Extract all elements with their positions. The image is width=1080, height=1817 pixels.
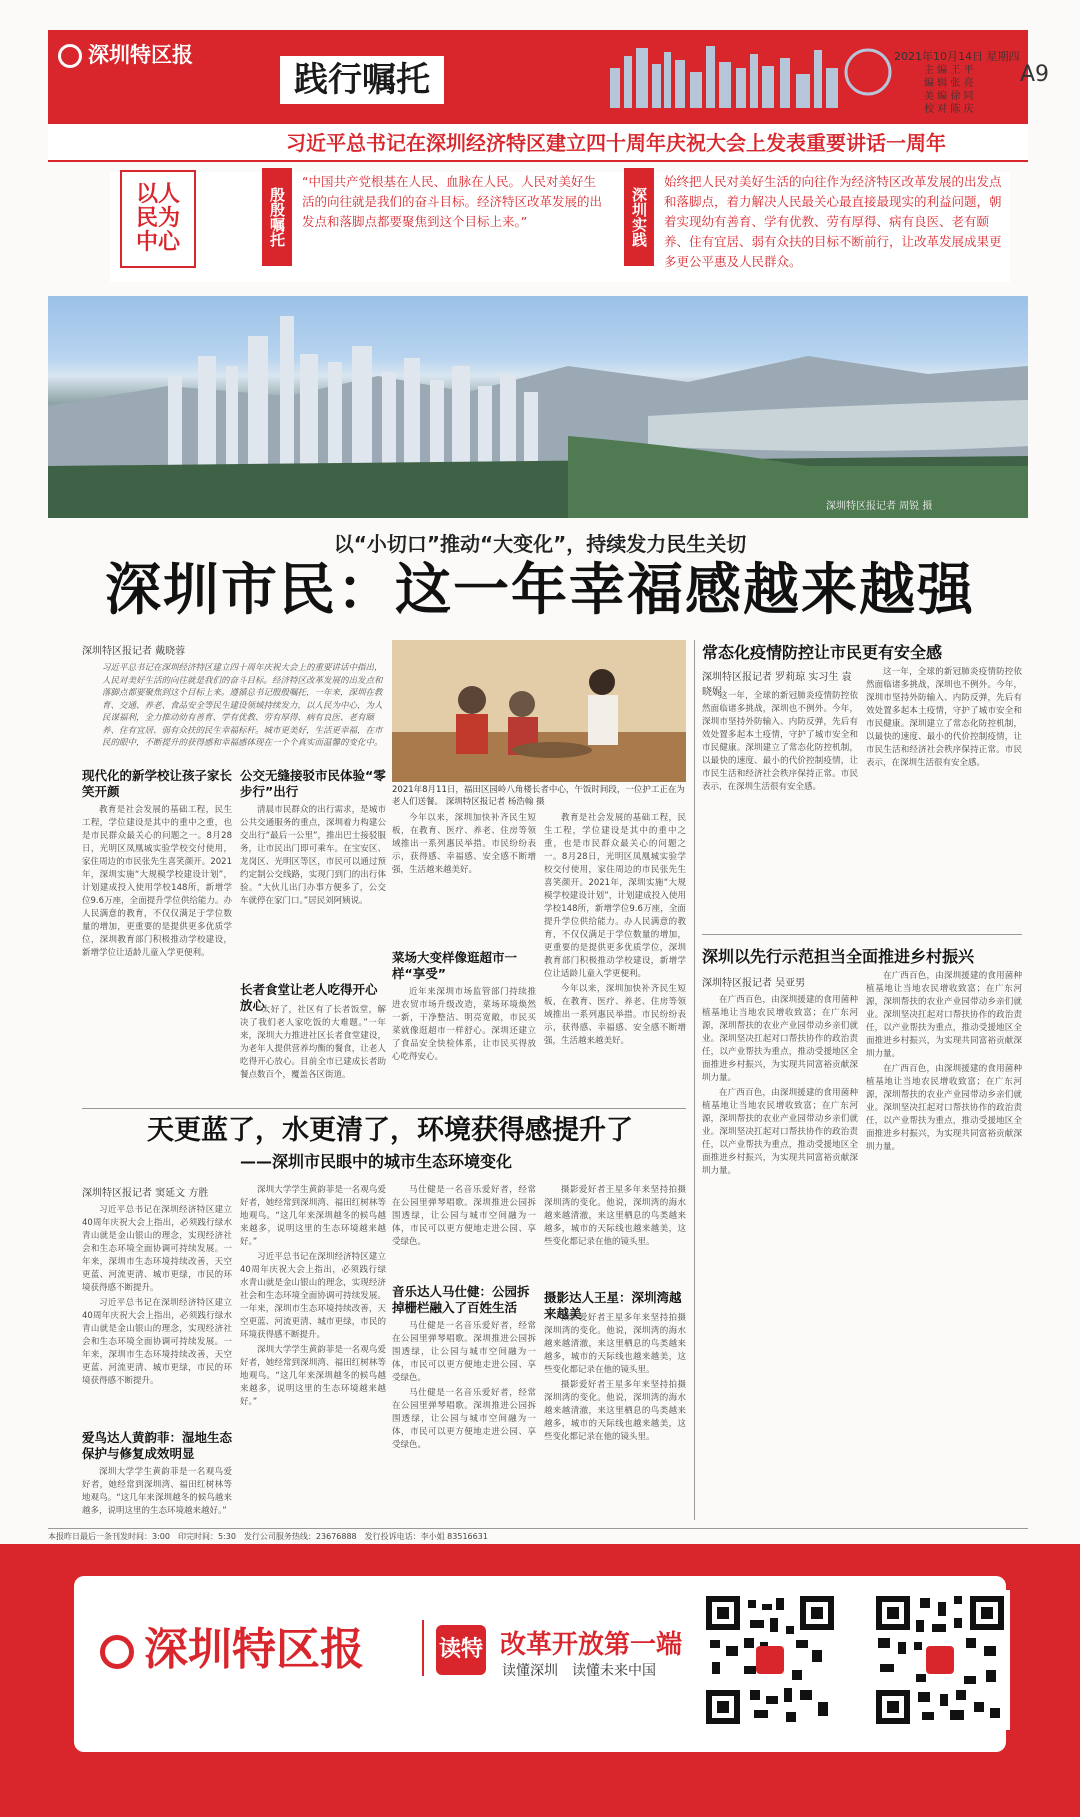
article-photographer [544,1312,686,1520]
article-paragraph: 马仕健是一名音乐爱好者，经常在公园里弹琴唱歌。深圳推进公园拆围透绿，让公园与城市空间融为一体，市民可以更方便地走进公园、享受绿色。 [392,1185,536,1247]
article-paragraph: “太好了，社区有了长者饭堂，解决了我们老人家吃饭的大难题。”一年来，深圳大力推进社区长者食堂建设，为老年人提供营养均衡的餐食，让老人吃得开心放心。目前全市已建成长者助餐点数百个，覆盖各区街道。 [240,1005,386,1080]
qr-code-icon[interactable] [870,1590,1010,1730]
photo-caption: 深圳特区报记者 周锐 摄 [826,501,933,512]
article-paragraph: 深圳大学学生黄韵菲是一名观鸟爱好者，她经常到深圳湾、福田红树林等地观鸟。“这几年来深圳越冬的候鸟越来越多，说明这里的生态环境越来越好。” [240,1345,386,1407]
article-canteen [240,1004,386,1104]
article-paragraph: 摄影爱好者王星多年来坚持拍摄深圳湾的变化。他说，深圳湾的海水越来越清澈，来这里栖息的鸟类越来越多，城市的天际线也越来越美，这些变化都记录在他的镜头里。 [544,1185,686,1247]
qr-code-icon[interactable] [700,1590,840,1730]
section-head-photographer: 摄影达人王星：深圳湾越来越美 [544,1290,682,1321]
canteen-illustration [392,640,686,782]
article-paragraph: 摄影爱好者王星多年来坚持拍摄深圳湾的变化。他说，深圳湾的海水越来越清澈，来这里栖息的鸟类越来越多，城市的天际线也越来越美，这些变化都记录在他的镜头里。 [544,1380,686,1442]
bottom-brand [100,1620,364,1680]
article-photographer-intro [544,1184,686,1284]
article-paragraph: 清晨市民群众的出行需求，是城市公共交通服务的重点，深圳着力构建公交出行“最后一公里”，推出巴士接驳服务，让市民出门即可乘车。在宝安区、龙岗区、光明区等区，市民可以通过预约定制公交线路，实现门到门的出行体验。“大伙儿出门办事方便多了，公交车就停在家门口。”居民刘阿姨说。 [240,805,386,906]
article-paragraph: 教育是社会发展的基础工程，民生工程，学位建设是其中的重中之重，也是市民群众最关心的问题之一。8月28日，光明区凤凰城实验学校交付使用，家住周边的市民张先生喜笑颜开。2021年，深圳实施“大规模学校建设计划”，计划建成投入使用学校148所，新增学位9.6万座，全面提升学位供给能力。办人民满意的教育，不仅仅满足于学位数量的增加，更重要的是提供更多优质学位，深圳教育部门积极推动学校建设，新增学位让适龄儿童入学更便利。 [82,805,232,958]
main-byline: 深圳特区报记者 戴晓蓉 [82,646,186,657]
article-paragraph: 教育是社会发展的基础工程，民生工程，学位建设是其中的重中之重，也是市民群众最关心的问题之一。8月28日，光明区凤凰城实验学校交付使用，家住周边的市民张先生喜笑颜开。2021年，深圳实施“大规模学校建设计划”，计划建成投入使用学校148所，新增学位9.6万座，全面提升学位供给能力。办人民满意的教育，不仅仅满足于学位数量的增加，更重要的是提供更多优质学位，深圳教育部门积极推动学校建设，新增学位让适龄儿童入学更便利。 [544,813,686,979]
people-centered-badge [120,170,196,268]
section-divider [702,934,1022,935]
page-number: A9 [1020,62,1050,87]
editor-line: 校 对 陈 庆 [924,104,974,115]
article-paragraph: 马仕健是一名音乐爱好者，经常在公园里弹琴唱歌。深圳推进公园拆围透绿，让公园与城市空间融为一体，市民可以更方便地走进公园、享受绿色。 [392,1321,536,1383]
brand-separator [422,1620,424,1676]
article-paragraph: 在广西百色，由深圳援建的食用菌种植基地让当地农民增收致富；在广东河源，深圳帮扶的农业产业园带动乡亲们就业。深圳坚决扛起对口帮扶协作的政治责任，以产业帮扶为重点，推动受援地区全面推进乡村振兴，为实现共同富裕贡献深圳力量。 [702,995,858,1083]
article-market [392,986,536,1104]
right-byline-rural: 深圳特区报记者 吴亚男 [702,978,806,989]
read-app-icon: 读特 [436,1625,486,1675]
article-paragraph: 摄影爱好者王星多年来坚持拍摄深圳湾的变化。他说，深圳湾的海水越来越清澈，来这里栖息的鸟类越来越多，城市的天际线也越来越美，这些变化都记录在他的镜头里。 [544,1313,686,1375]
page-subtitle: 习近平总书记在深圳经济特区建立四十周年庆祝大会上发表重要讲话一周年 [286,131,946,155]
column-title: 践行嘱托 [280,56,444,104]
article-ecology [82,1204,232,1424]
article-paragraph: 今年以来，深圳加快补齐民生短板，在教育、医疗、养老、住房等领域推出一系列惠民举措。市民纷纷表示，获得感、幸福感、安全感不断增强，生活越来越美好。 [392,813,536,875]
article-musician [392,1320,536,1520]
article-paragraph: 近年来深圳市场监管部门持续推进农贸市场升级改造，菜场环境焕然一新，干净整洁、明亮宽敞，市民买菜就像逛超市一样舒心。深圳还建立了食品安全快检体系，让市民买得放心吃得安心。 [392,987,536,1062]
editor-line: 主 编 王 平 [924,65,974,76]
masthead-logo-icon [58,44,82,68]
right-headline-epidemic: 常态化疫情防控让市民更有安全感 [702,643,943,662]
section-divider [82,1108,686,1109]
article-paragraph: 习近平总书记在深圳经济特区建立40周年庆祝大会上指出，必须践行绿水青山就是金山银山的理念，实现经济社会和生态环境全面协调可持续发展。一年来，深圳市生态环境持续改善，天空更蓝、河流更清、城市更绿，市民的环境获得感不断提升。 [82,1298,232,1386]
article-bus [240,804,386,974]
article-paragraph: 习近平总书记在深圳经济特区建立40周年庆祝大会上指出，必须践行绿水青山就是金山银山的理念，实现经济社会和生态环境全面协调可持续发展。一年来，深圳市生态环境持续改善，天空更蓝、河流更清、城市更绿，市民的环境获得感不断提升。 [240,1252,386,1340]
city-panorama-illustration [48,296,1028,518]
article-paragraph: 马仕健是一名音乐爱好者，经常在公园里弹琴唱歌。深圳推进公园拆围透绿，让公园与城市空间融为一体，市民可以更方便地走进公园、享受绿色。 [392,1388,536,1450]
bottom-brand-text: 深圳特区报 [144,1624,364,1675]
article-rural-continued [866,970,1022,1520]
canteen-photo-caption: 2021年8月11日，福田区园岭八角楼长者中心，午饭时间段，一位护工正在为老人们送餐。 深圳特区报记者 杨浩翰 摄 [392,785,685,807]
app-tagline: 读懂深圳 读懂未来中国 [502,1663,656,1679]
section-head-birdwatcher: 爱鸟达人黄韵菲：湿地生态保护与修复成效明显 [82,1430,233,1461]
article-rural [702,994,858,1520]
quote-instructions: “中国共产党根基在人民、血脉在人民。人民对美好生活的向往就是我们的奋斗目标。经济特区改革发展的出发点和落脚点都要聚焦到这个目标上来。” [302,174,603,229]
article-school [82,804,232,1104]
article-paragraph: 深圳大学学生黄韵菲是一名观鸟爱好者，她经常到深圳湾、福田红树林等地观鸟。“这几年来深圳越冬的候鸟越来越多，说明这里的生态环境越来越好。” [240,1185,386,1247]
city-panorama-photo [48,296,1028,518]
article-paragraph: 在广西百色，由深圳援建的食用菌种植基地让当地农民增收致富；在广东河源，深圳帮扶的农业产业园带动乡亲们就业。深圳坚决扛起对口帮扶协作的政治责任，以产业帮扶为重点，推动受援地区全面推进乡村振兴，为实现共同富裕贡献深圳力量。 [702,1088,858,1176]
section-head-market: 菜场大变样像逛超市一样“享受” [392,950,518,981]
article-paragraph: 今年以来，深圳加快补齐民生短板，在教育、医疗、养老、住房等领域推出一系列惠民举措。市民纷纷表示，获得感、幸福感、安全感不断增强，生活越来越美好。 [544,984,686,1046]
article-paragraph: 习近平总书记在深圳经济特区建立40周年庆祝大会上指出，必须践行绿水青山就是金山银山的理念，实现经济社会和生态环境全面协调可持续发展。一年来，深圳市生态环境持续改善，天空更蓝、河流更清、城市更绿，市民的环境获得感不断提升。 [82,1205,232,1293]
section-head-bus: 公交无缝接驳市民体验“零步行”出行 [240,768,386,799]
section-head-canteen: 长者食堂让老人吃得开心放心 [240,982,378,1013]
masthead-text: 深圳特区报 [88,43,193,67]
footer-info: 本报昨日最后一条刊发时间：3:00 印完时间：5:30 发行公司服务热线：23676888 发行投诉电话：李小姐 83516631 [48,1528,1028,1545]
tag-practice: 深圳实践 [624,168,654,266]
article-paragraph: 深圳大学学生黄韵菲是一名观鸟爱好者，她经常到深圳湾、福田红树林等地观鸟。“这几年来深圳越冬的候鸟越来越多，说明这里的生态环境越来越好。” [82,1467,232,1516]
masthead [58,36,258,74]
canteen-photo [392,640,686,782]
article-birdwatcher [240,1184,386,1520]
main-intro: 习近平总书记在深圳经济特区建立四十周年庆祝大会上的重要讲话中指出，人民对美好生活的向往就是我们的奋斗目标。经济特区改革发展的出发点和落脚点都要聚焦到这个目标上来。遵循总书记殷殷嘱托，一年来，深圳在教育、交通、养老、食品安全等民生建设领域持续发力，以人民为中心，为人民谋福利，全力推动幼有善育、学有优教、劳有厚得、病有良医、老有颐养、住有宜居、弱有众扶的民生幸福标杆。城市更美好，生活更幸福，在市民的眼中，不断提升的获得感和幸福感体现在一个个真实而温馨的变化中。 [102,663,383,748]
article-main-continued [392,812,536,942]
column-divider [694,640,695,1520]
brand-logo-icon [100,1635,134,1669]
main-headline: 深圳市民：这一年幸福感越来越强 [105,558,975,623]
article-paragraph: 这一年，全球的新冠肺炎疫情防控依然面临诸多挑战，深圳也不例外。今年，深圳市坚持外防输入、内防反弹，先后有效处置多起本土疫情，守护了城市安全和市民健康。深圳建立了常态化防控机制，以最快的速度、最小的代价控制疫情，让市民生活和经济社会秩序保持正常。市民表示，在深圳生活很有安全感。 [702,691,858,792]
right-byline-epidemic: 深圳特区报记者 罗莉琼 实习生 袁晓妮 [702,672,852,698]
kicker-line: 以“小切口”推动“大变化”，持续发力民生关切 [333,532,747,556]
issue-date: 2021年10月14日 星期四 [894,50,1020,63]
editor-line: 编 辑 张 亮 [924,78,974,89]
article-main-continued-2 [544,812,686,1104]
app-slogan: 改革开放第一端 [500,1630,683,1660]
section-head-school: 现代化的新学校让孩子家长笑开颜 [82,768,233,799]
lower-subheadline: ——深圳市民眼中的城市生态环境变化 [240,1152,513,1171]
section-head-musician: 音乐达人马仕健：公园拆掉栅栏融入了百姓生活 [392,1284,530,1315]
tag-instructions: 殷殷嘱托 [262,168,292,266]
article-epidemic-continued [866,666,1022,930]
lower-headline: 天更蓝了，水更清了，环境获得感提升了 [147,1115,633,1146]
article-park-intro [392,1184,536,1280]
article-paragraph: 在广西百色，由深圳援建的食用菌种植基地让当地农民增收致富；在广东河源，深圳帮扶的农业产业园带动乡亲们就业。深圳坚决扛起对口帮扶协作的政治责任，以产业帮扶为重点，推动受援地区全面推进乡村振兴，为实现共同富裕贡献深圳力量。 [866,971,1022,1059]
lower-byline: 深圳特区报记者 窦延文 方胜 [82,1188,209,1199]
right-headline-rural: 深圳以先行示范担当全面推进乡村振兴 [702,947,975,966]
article-paragraph: 在广西百色，由深圳援建的食用菌种植基地让当地农民增收致富；在广东河源，深圳帮扶的农业产业园带动乡亲们就业。深圳坚决扛起对口帮扶协作的政治责任，以产业帮扶为重点，推动受援地区全面推进乡村振兴，为实现共同富裕贡献深圳力量。 [866,1064,1022,1152]
skyline-icon [600,38,900,108]
article-epidemic [702,690,858,930]
badge-text: 以人民为中心 [135,182,180,255]
article-paragraph: 这一年，全球的新冠肺炎疫情防控依然面临诸多挑战，深圳也不例外。今年，深圳市坚持外防输入、内防反弹，先后有效处置多起本土疫情，守护了城市安全和市民健康。深圳建立了常态化防控机制，以最快的速度、最小的代价控制疫情，让市民生活和经济社会秩序保持正常。市民表示，在深圳生活很有安全感。 [866,667,1022,768]
quote-practice: 始终把人民对美好生活的向往作为经济特区改革发展的出发点和落脚点，着力解决人民最关心最直接最现实的利益问题，朝着实现幼有善育、学有优教、劳有厚得、病有良医、老有颐养、住有宜居、弱有众扶的目标不断前行，让改革发展成果更多更公平惠及人民群众。 [664,174,1002,269]
editors-list [924,64,1014,116]
editor-line: 美 编 徐 同 [924,91,974,102]
article-birdwatcher-start [82,1466,232,1520]
